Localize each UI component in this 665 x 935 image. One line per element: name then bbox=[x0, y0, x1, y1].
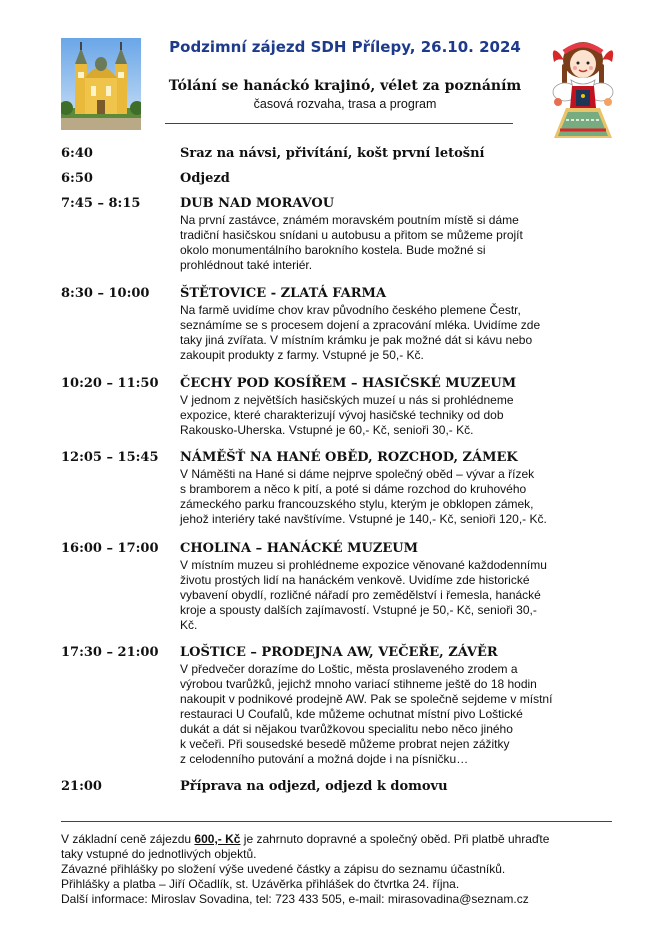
description-line: z celodenního putování a možná dojde i na písničku… bbox=[180, 752, 469, 766]
description-line: V předvečer dorazíme do Loštic, města proslaveného zrodem a bbox=[180, 662, 518, 676]
price-suffix: je zahrnuto dopravné a společný oběd. Při platbě uhraďte bbox=[240, 832, 550, 846]
description-line: výrobou tvarůžků, jejichž mnoho variací stihneme ještě do 18 hodin bbox=[180, 677, 537, 691]
footer-line: taky vstupné do jednotlivých objektů. bbox=[61, 847, 257, 861]
description-line: tradiční hasičskou snídani u autobusu a přitom se můžeme projít bbox=[180, 228, 523, 242]
description-line: okolo monumentálního barokního kostela. Bude možné si bbox=[180, 243, 486, 257]
description-line: seznámíme se s procesem dojení a zpracování mléka. Uvidíme zde bbox=[180, 318, 541, 332]
description-line: Na první zastávce, známém moravském poutním místě si dáme bbox=[180, 213, 519, 227]
schedule-time: 7:45 – 8:15 bbox=[61, 196, 141, 211]
description-line: Rakousko-Uherska. Vstupné je 60,- Kč, senioři 30,- Kč. bbox=[180, 423, 474, 437]
footer-line: Závazné přihlášky po složení výše uvedené částky a zápisu do seznamu účastníků. bbox=[61, 862, 506, 876]
schedule-title: Sraz na návsi, přivítání, košt první letošní bbox=[180, 146, 485, 161]
description-line: zámeckého parku francouzského stylu, kterým je obklopen zámek, bbox=[180, 497, 534, 511]
schedule-title: ŠTĚTOVICE - ZLATÁ FARMA bbox=[180, 286, 387, 301]
schedule-time: 17:30 – 21:00 bbox=[61, 645, 159, 660]
header-divider bbox=[165, 123, 513, 124]
church-photo bbox=[61, 38, 141, 130]
description-line: taky jiná zvířata. V místním krámku je pak možné dát si kávu nebo bbox=[180, 333, 533, 347]
schedule-time: 10:20 – 11:50 bbox=[61, 376, 159, 391]
footer-divider bbox=[61, 821, 612, 822]
schedule-description bbox=[180, 662, 610, 767]
description-line: kroje a spousty dalších zajímavostí. Vstupné je 50,- Kč, senioři 30,- bbox=[180, 603, 537, 617]
description-line: Na farmě uvidíme chov krav původního českého plemene Čestr, bbox=[180, 303, 521, 317]
schedule-time: 12:05 – 15:45 bbox=[61, 450, 159, 465]
description-line: restauraci U Coufalů, kde můžeme ochutnat místní pivo Loštické bbox=[180, 707, 523, 721]
schedule-time: 6:40 bbox=[61, 146, 93, 161]
description-line: jehož interiéry také navštívíme. Vstupné je 140,- Kč, senioři 120,- Kč. bbox=[180, 512, 547, 526]
price-value: 600,- Kč bbox=[194, 832, 241, 846]
description-line: V jednom z největších hasičských muzeí u nás si prohlédneme bbox=[180, 393, 514, 407]
description-line: Kč. bbox=[180, 618, 198, 632]
schedule-title: Odjezd bbox=[180, 171, 230, 186]
description-line: V Náměšti na Hané si dáme nejprve společný oběd – vývar a řízek bbox=[180, 467, 535, 481]
footer-price-line bbox=[61, 832, 612, 847]
schedule-time: 8:30 – 10:00 bbox=[61, 286, 150, 301]
description-line: V místním muzeu si prohlédneme expozice věnované každodennímu bbox=[180, 558, 547, 572]
footer-line: Přihlášky a platba – Jiří Očadlík, st. Uzávěrka přihlášek do čtvrtka 24. října. bbox=[61, 877, 460, 891]
schedule-title: LOŠTICE – PRODEJNA AW, VEČEŘE, ZÁVĚR bbox=[180, 645, 498, 660]
description-line: k večeři. Při sousedské besedě můžeme probrat nejen zážitky bbox=[180, 737, 510, 751]
page-subsubtitle: časová rozvaha, trasa a program bbox=[253, 97, 437, 111]
schedule-time: 21:00 bbox=[61, 779, 102, 794]
footer-info bbox=[61, 832, 612, 907]
schedule-title: CHOLINA – HANÁCKÉ MUZEUM bbox=[180, 541, 418, 556]
description-line: dukát a dát si nějakou tvarůžkovou specialitu nebo něco jiného bbox=[180, 722, 513, 736]
description-line: zakoupit produkty z farmy. Vstupné je 50,- Kč. bbox=[180, 348, 424, 362]
description-line: expozice, které charakterizují vývoj hasičské techniky od dob bbox=[180, 408, 504, 422]
schedule-description bbox=[180, 213, 610, 273]
schedule-time: 6:50 bbox=[61, 171, 93, 186]
schedule-time: 16:00 – 17:00 bbox=[61, 541, 159, 556]
description-line: prohlédnout také interiér. bbox=[180, 258, 313, 272]
description-line: vybavení obydlí, rozličné nářadí pro zemědělství i řemesla, hanácké bbox=[180, 588, 541, 602]
hana-costume-girl-illustration bbox=[538, 34, 628, 144]
description-line: životu prostých lidí na hanáckém venkově. Uvidíme zde historické bbox=[180, 573, 530, 587]
schedule-description bbox=[180, 558, 610, 633]
footer-contact-line: Další informace: Miroslav Sovadina, tel: 723 433 505, e-mail: mirasovadina@seznam.cz bbox=[61, 892, 529, 906]
page-title: Podzimní zájezd SDH Přílepy, 26.10. 2024 bbox=[169, 38, 521, 56]
schedule-description bbox=[180, 393, 610, 438]
price-prefix: V základní ceně zájezdu bbox=[61, 832, 195, 846]
description-line: s bramborem a něco k pití, a poté si dáme rozchod do kruhového bbox=[180, 482, 527, 496]
description-line: nakoupit v podnikové prodejně AW. Pak se společně sejdeme v místní bbox=[180, 692, 553, 706]
schedule-description bbox=[180, 467, 610, 527]
schedule-title: ČECHY POD KOSÍŘEM – HASIČSKÉ MUZEUM bbox=[180, 376, 517, 391]
schedule-description bbox=[180, 303, 610, 363]
schedule-title: DUB NAD MORAVOU bbox=[180, 196, 335, 211]
schedule-title: Příprava na odjezd, odjezd k domovu bbox=[180, 779, 448, 794]
schedule-title: NÁMĚŠŤ NA HANÉ OBĚD, ROZCHOD, ZÁMEK bbox=[180, 450, 518, 465]
page-subtitle: Tólání se hanáckó krajinó, vélet za poznáním bbox=[168, 78, 522, 94]
